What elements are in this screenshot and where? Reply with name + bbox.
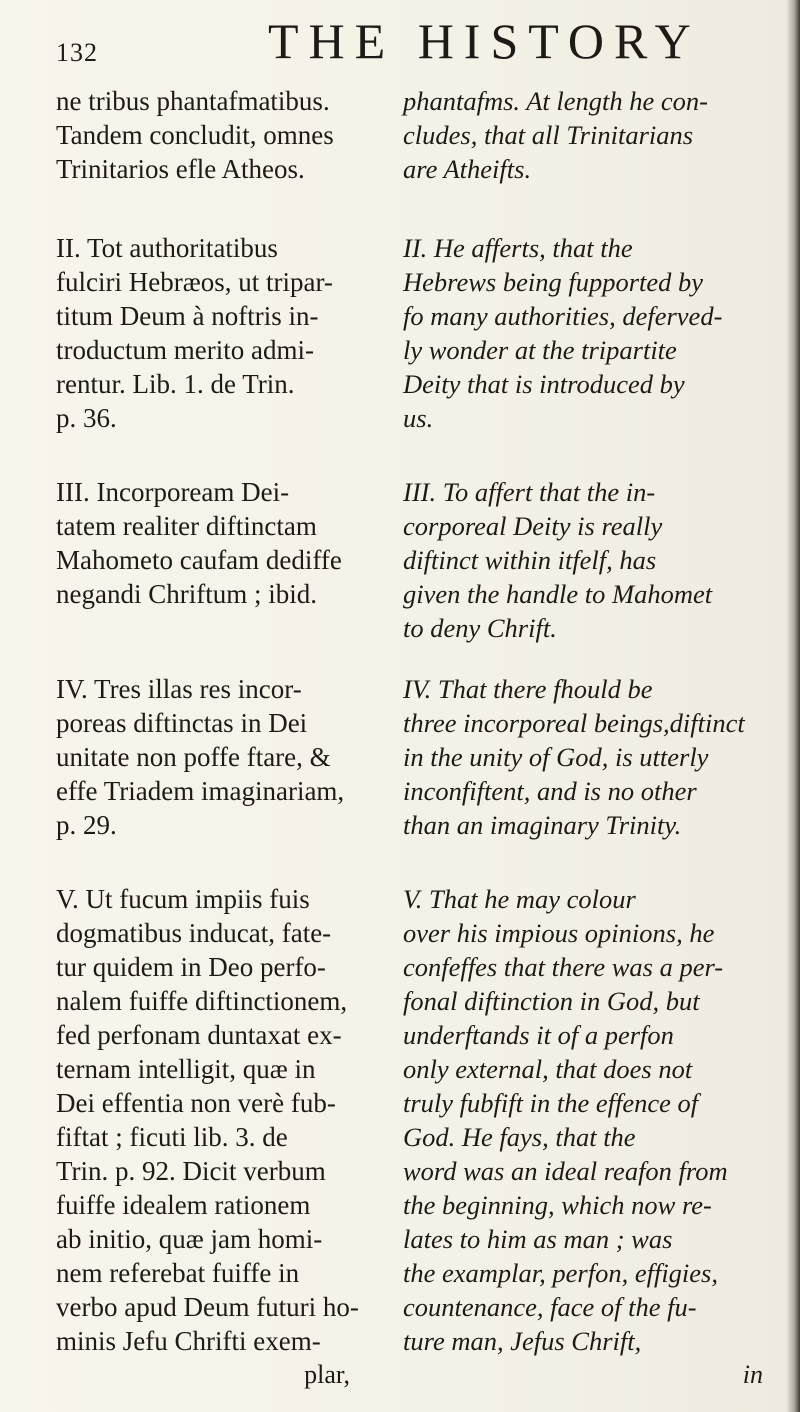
catchword: plar, [304,1360,350,1389]
text-line: V. That he may colour [403,884,636,914]
text-line: Dei effentia non verè fub- [56,1088,336,1118]
page-header [56,10,770,70]
catchword: in [742,1360,763,1389]
text-line: over his impious opinions, he [403,918,715,948]
text-line: fonal diftinction in God, but [403,986,700,1016]
text-line: inconfiftent, and is no other [403,776,697,806]
text-line: underftands it of a perfon [403,1020,674,1050]
text-line: confeffes that there was a per- [403,952,724,982]
text-line: poreas diftinctas in Dei [56,708,308,738]
english-paragraph-3 [403,475,769,645]
text-line: diftinct within itfelf, has [403,545,657,575]
text-line: only external, that does not [403,1054,693,1084]
text-line: ternam intelligit, quæ in [56,1054,316,1084]
text-line: fo many authorities, deferved- [403,301,723,331]
text-line: Trinitarios efle Atheos. [56,154,305,184]
text-line: fed perfonam duntaxat ex- [56,1020,342,1050]
text-line: troductum merito admi- [56,335,314,365]
latin-column [56,84,388,1389]
text-line: lates to him as man ; was [403,1224,673,1254]
text-line: than an imaginary Trinity. [403,810,682,840]
text-line: ab initio, quæ jam homi- [56,1224,323,1254]
page-edge-shadow [786,0,800,1412]
text-line: cludes, that all Trinitarians [403,120,694,150]
latin-paragraph-5 [56,882,388,1392]
latin-paragraph-1 [56,84,388,186]
text-line: tur quidem in Deo perfo- [56,952,326,982]
text-line: given the handle to Mahomet [403,579,713,609]
text-line: p. 29. [56,810,117,840]
text-line: p. 36. [56,403,117,433]
text-line: II. He afferts, that the [403,233,633,263]
latin-paragraph-3 [56,475,388,611]
text-line: Deity that is introduced by [403,369,685,399]
text-line: unitate non poffe ftare, & [56,742,331,772]
english-paragraph-4 [403,672,769,842]
text-line: effe Triadem imaginariam, [56,776,345,806]
text-line: III. Incorpoream Dei- [56,477,290,507]
text-line: are Atheifts. [403,154,532,184]
english-column [403,84,769,1389]
text-line: III. To affert that the in- [403,477,656,507]
english-paragraph-5 [403,882,769,1392]
text-line: nem referebat fuiffe in [56,1258,300,1288]
page-number: 132 [56,38,98,67]
text-line: titum Deum à noftris in- [56,301,319,331]
text-line: verbo apud Deum futuri ho- [56,1292,359,1322]
text-line: Hebrews being fupported by [403,267,704,297]
latin-paragraph-2 [56,231,388,435]
text-line: the examplar, perfon, effigies, [403,1258,718,1288]
text-line: rentur. Lib. 1. de Trin. [56,369,295,399]
text-line: negandi Chriftum ; ibid. [56,579,317,609]
text-line: phantafms. At length he con- [403,86,708,116]
text-line: V. Ut fucum impiis fuis [56,884,310,914]
text-line: dogmatibus inducat, fate- [56,918,332,948]
text-line: truly fubfift in the effence of [403,1088,699,1118]
text-line: fuiffe idealem rationem [56,1190,311,1220]
latin-paragraph-4 [56,672,388,842]
text-line: IV. That there fhould be [403,674,653,704]
text-line: nalem fuiffe diftinctionem, [56,986,348,1016]
text-line: word was an ideal reafon from [403,1156,728,1186]
text-line: IV. Tres illas res incor- [56,674,302,704]
text-line: fiftat ; ficuti lib. 3. de [56,1122,288,1152]
text-line: fulciri Hebræos, ut tripar- [56,267,333,297]
text-line: countenance, face of the fu- [403,1292,697,1322]
text-line: the beginning, which now re- [403,1190,712,1220]
text-line: ture man, Jefus Chrift, [403,1326,642,1356]
text-line: ne tribus phantafmatibus. [56,86,330,116]
text-line: God. He fays, that the [403,1122,636,1152]
text-line: in the unity of God, is utterly [403,742,709,772]
text-line: to deny Chrift. [403,613,557,643]
text-line: II. Tot authoritatibus [56,233,278,263]
text-line: Mahometo caufam dediffe [56,545,342,575]
text-line: tatem realiter diftinctam [56,511,317,541]
text-line: three incorporeal beings,diftinct [403,708,745,738]
text-line: ly wonder at the tripartite [403,335,677,365]
text-line: minis Jefu Chrifti exem- [56,1326,321,1356]
text-line: Tandem concludit, omnes [56,120,334,150]
running-title: THE HISTORY [268,13,701,69]
text-line: corporeal Deity is really [403,511,663,541]
english-paragraph-2 [403,231,769,435]
text-line: Trin. p. 92. Dicit verbum [56,1156,326,1186]
english-paragraph-1 [403,84,769,186]
text-line: us. [403,403,434,433]
